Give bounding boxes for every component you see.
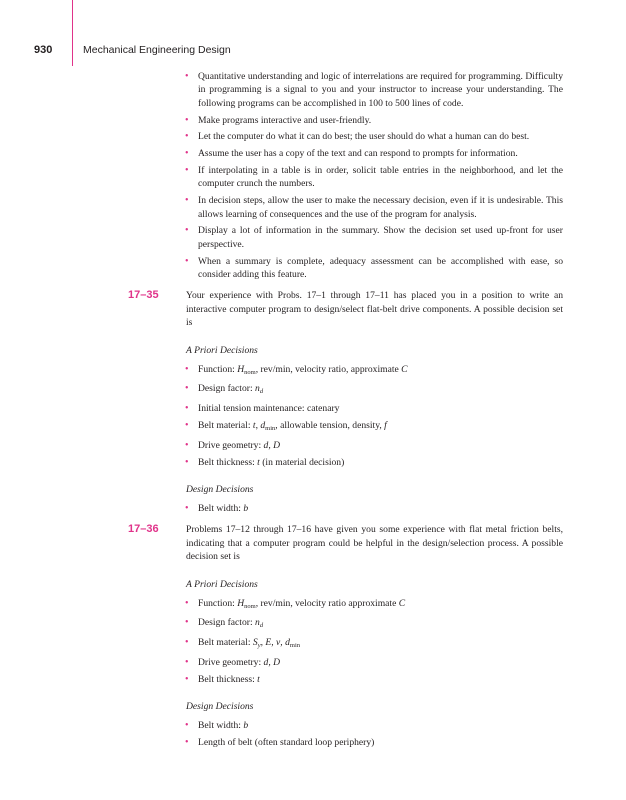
list-item: • Initial tension maintenance: catenary [185, 403, 340, 415]
list-item: • Drive geometry: d, D [185, 657, 281, 669]
intro-bullet-list [0, 70, 626, 281]
bullet-icon: • [185, 657, 189, 669]
list-item: • Belt width: b [185, 503, 249, 515]
list-item: • Drive geometry: d, D [185, 439, 281, 451]
bullet-icon: • [185, 720, 189, 732]
design-decisions-list [0, 502, 626, 515]
bullet-icon: • [185, 148, 189, 160]
a-priori-list [0, 597, 626, 687]
bullet-icon: • [185, 503, 189, 515]
problem-number: 17–36 [128, 523, 159, 536]
page-body [0, 70, 626, 753]
bullet-icon: • [185, 363, 189, 375]
running-head: Mechanical Engineering Design [83, 44, 231, 56]
list-item: • Make programs interactive and user-friendly. [185, 114, 372, 126]
header-divider [72, 0, 73, 66]
design-decisions-heading: Design Decisions [186, 701, 254, 713]
bullet-icon: • [185, 165, 189, 176]
bullet-icon: • [185, 195, 189, 207]
bullet-icon: • [185, 617, 189, 629]
a-priori-heading: A Priori Decisions [186, 578, 258, 590]
list-item: • Length of belt (often standard loop periphery) [185, 737, 375, 749]
bullet-icon: • [185, 439, 189, 451]
problem-statement: Your experience with Probs. 17–1 through 17–11 has placed you in a position to write an interactive computer program to design/select flat-belt drive components. A possible decision set is [186, 290, 563, 329]
problem-17-36 [0, 523, 626, 749]
list-item: • Quantitative understanding and logic of interrelations are required for programming. Difficulty in programming is a signal to you and your instructor to increase your understanding. The following programs can be accomplished in 100 to 500 lines of code. [185, 71, 563, 109]
bullet-icon: • [185, 637, 189, 649]
a-priori-heading: A Priori Decisions [186, 344, 258, 356]
list-item: • Display a lot of information in the summary. Show the decision set used up-front for user perspective. [185, 225, 563, 250]
bullet-icon: • [185, 383, 189, 395]
list-item: • Design factor: $n_d$ [185, 383, 264, 396]
list-item: • Belt thickness: t [185, 673, 260, 685]
bullet-icon: • [185, 597, 189, 609]
bullet-icon: • [185, 737, 189, 749]
list-item: • If interpolating in a table is in order, solicit table entries in the neighborhood, and let the computer crunch the numbers. [185, 165, 563, 190]
list-item: • Belt material: $S_y$, E, ν, $d_{min}$ [185, 637, 301, 650]
list-item: • Function: $H_{nom}$, rev/min, velocity ratio approximate C [185, 597, 406, 610]
list-item: • In decision steps, allow the user to make the necessary decision, even if it is undesirable. This allows learning of consequences and the use of the program for analysis. [185, 195, 563, 220]
design-decisions-heading: Design Decisions [186, 484, 254, 496]
list-item: • Assume the user has a copy of the text and can respond to prompts for information. [185, 148, 518, 160]
problem-statement: Problems 17–12 through 17–16 have given you some experience with flat metal friction belts, indicating that a computer program could be helpful in the design/selection process. A possible decision set is [186, 524, 563, 563]
problem-number: 17–35 [128, 289, 159, 302]
bullet-icon: • [185, 225, 189, 237]
bullet-icon: • [185, 456, 189, 468]
a-priori-list [0, 363, 626, 469]
list-item: • Let the computer do what it can do best; the user should do what a human can do best. [185, 131, 530, 143]
list-item: • Belt width: b [185, 720, 249, 732]
page-number: 930 [34, 44, 53, 56]
bullet-icon: • [185, 131, 189, 143]
bullet-icon: • [185, 403, 189, 415]
list-item: • When a summary is complete, adequacy assessment can be accomplished with ease, so consider adding this feature. [185, 255, 563, 281]
list-item: • Belt thickness: t (in material decision) [185, 456, 345, 468]
design-decisions-list [0, 719, 626, 749]
list-item: • Function: $H_{nom}$, rev/min, velocity ratio, approximate C [185, 363, 408, 376]
list-item: • Belt material: t, $d_{min}$, allowable tension, density, f [185, 420, 387, 433]
bullet-icon: • [185, 420, 189, 432]
problem-17-35 [0, 289, 626, 515]
list-item: • Design factor: $n_d$ [185, 617, 264, 630]
bullet-icon: • [185, 255, 189, 267]
bullet-icon: • [185, 71, 189, 82]
bullet-icon: • [185, 673, 189, 685]
bullet-icon: • [185, 114, 189, 126]
